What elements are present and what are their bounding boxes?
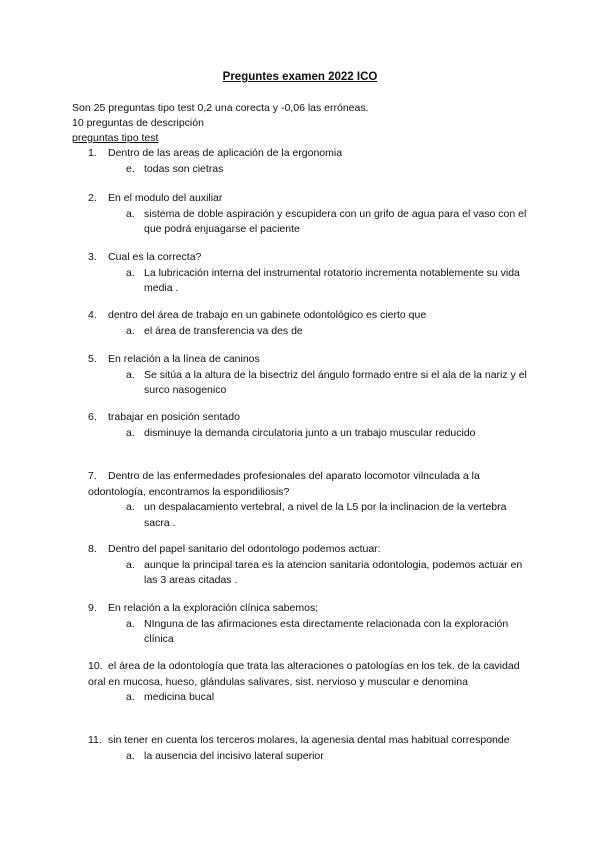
answer-letter: a. xyxy=(126,558,135,571)
question-number: 9. xyxy=(88,602,97,614)
answer-text: La lubricación interna del instrumental rotatorio incrementa notablemente su vida media . xyxy=(144,266,520,294)
question-4 xyxy=(88,308,528,339)
answer xyxy=(126,617,528,648)
answer-letter: a. xyxy=(126,501,135,513)
question-text: En el modulo del auxiliar xyxy=(108,192,223,204)
answer-letter: a. xyxy=(126,426,135,439)
answer xyxy=(126,266,528,297)
question-text: el área de la odontología que trata las alteraciones o patologías en los tek. de la cavidad oral en mucosa, hueso, glándulas salivares, sist. nervioso y muscular e denomina xyxy=(88,660,520,688)
answer-text: el área de transferencia va des de xyxy=(144,324,303,337)
question-6 xyxy=(88,410,528,441)
question-text: Dentro de las areas de aplicación de la ergonomia xyxy=(108,147,343,159)
answer xyxy=(126,749,528,765)
answer-letter: a. xyxy=(126,617,135,630)
question-number: 4. xyxy=(88,309,97,321)
answer-text: un despalacamiento vertebral, a nivel de la L5 por la inclinacion de la vertebra sacra . xyxy=(144,501,507,529)
answer-letter: a. xyxy=(126,207,135,220)
answer-text: todas son cietras xyxy=(144,162,224,175)
intro-line-1: Son 25 preguntas tipo test 0,2 una corecta y -0,06 las erróneas. xyxy=(72,102,369,114)
intro-line-2: 10 preguntas de descripción xyxy=(72,117,204,129)
answer-letter: a. xyxy=(126,749,135,762)
answer-letter: a. xyxy=(126,691,135,703)
answer-text: aunque la principal tarea es la atencion sanitaria odontologia, podemos actuar en las 3 areas citadas . xyxy=(144,558,523,586)
question-number: 8. xyxy=(88,543,97,555)
question-2 xyxy=(88,191,528,238)
answer-letter: a. xyxy=(126,324,135,337)
answer-text: sistema de doble aspiración y escupidera con un grifo de agua para el vaso con el que podrá enjuagarse el paciente xyxy=(144,207,527,235)
answer-letter: a. xyxy=(126,266,135,279)
question-8 xyxy=(88,542,528,589)
question-text: Dentro del papel sanitario del odontologo podemos actuar: xyxy=(108,543,381,555)
question-7 xyxy=(88,469,528,531)
question-text: sin tener en cuenta los terceros molares, la agenesia dental mas habitual corresponde xyxy=(108,734,510,746)
answer-text: la ausencia del incisivo lateral superior xyxy=(144,749,324,762)
question-number: 1. xyxy=(88,147,97,159)
answer-letter: a. xyxy=(126,368,135,381)
answer xyxy=(126,426,528,442)
question-number: 6. xyxy=(88,411,97,423)
answer xyxy=(126,500,528,531)
question-text: Cual es la correcta? xyxy=(108,251,202,263)
section-heading: preguntas tipo test xyxy=(72,132,159,144)
answer-text: disminuye la demanda circulatoria junto a un trabajo muscular reducido xyxy=(144,426,476,439)
question-11 xyxy=(88,733,528,764)
answer xyxy=(126,368,528,399)
question-text: Dentro de las enfermedades profesionales del aparato locomotor vilnculada a la odontología, encontramos la espondiliosis? xyxy=(88,470,480,498)
answer-letter: e. xyxy=(126,162,135,175)
question-5 xyxy=(88,352,528,399)
answer xyxy=(126,558,528,589)
question-10 xyxy=(88,659,528,706)
question-text: trabajar en posición sentado xyxy=(108,411,240,423)
answer-text: medicina bucal xyxy=(144,691,215,703)
question-number: 11. xyxy=(88,734,102,746)
answer xyxy=(126,690,528,706)
answer xyxy=(126,324,528,340)
question-text: En relación a la exploración clínica sabemos; xyxy=(108,602,319,614)
answer xyxy=(126,207,528,238)
answer-text: NInguna de las afirmaciones esta directamente relacionada con la exploración clínica xyxy=(144,617,509,645)
question-3 xyxy=(88,250,528,297)
question-number: 7. xyxy=(88,470,97,482)
page-title: Preguntes examen 2022 ICO xyxy=(222,71,378,83)
question-number: 10. xyxy=(88,660,103,672)
question-text: En relación a la línea de caninos xyxy=(108,353,260,365)
question-text: dentro del área de trabajo en un gabinete odontológico es cierto que xyxy=(108,309,427,321)
question-9 xyxy=(88,601,528,648)
question-number: 5. xyxy=(88,353,97,365)
answer-text: Se sitúa a la altura de la bisectriz del ángulo formado entre si el ala de la nariz y el surco nasogenico xyxy=(144,368,527,396)
question-1 xyxy=(88,146,528,177)
answer xyxy=(126,162,528,178)
question-number: 2. xyxy=(88,192,97,204)
question-number: 3. xyxy=(88,251,97,263)
